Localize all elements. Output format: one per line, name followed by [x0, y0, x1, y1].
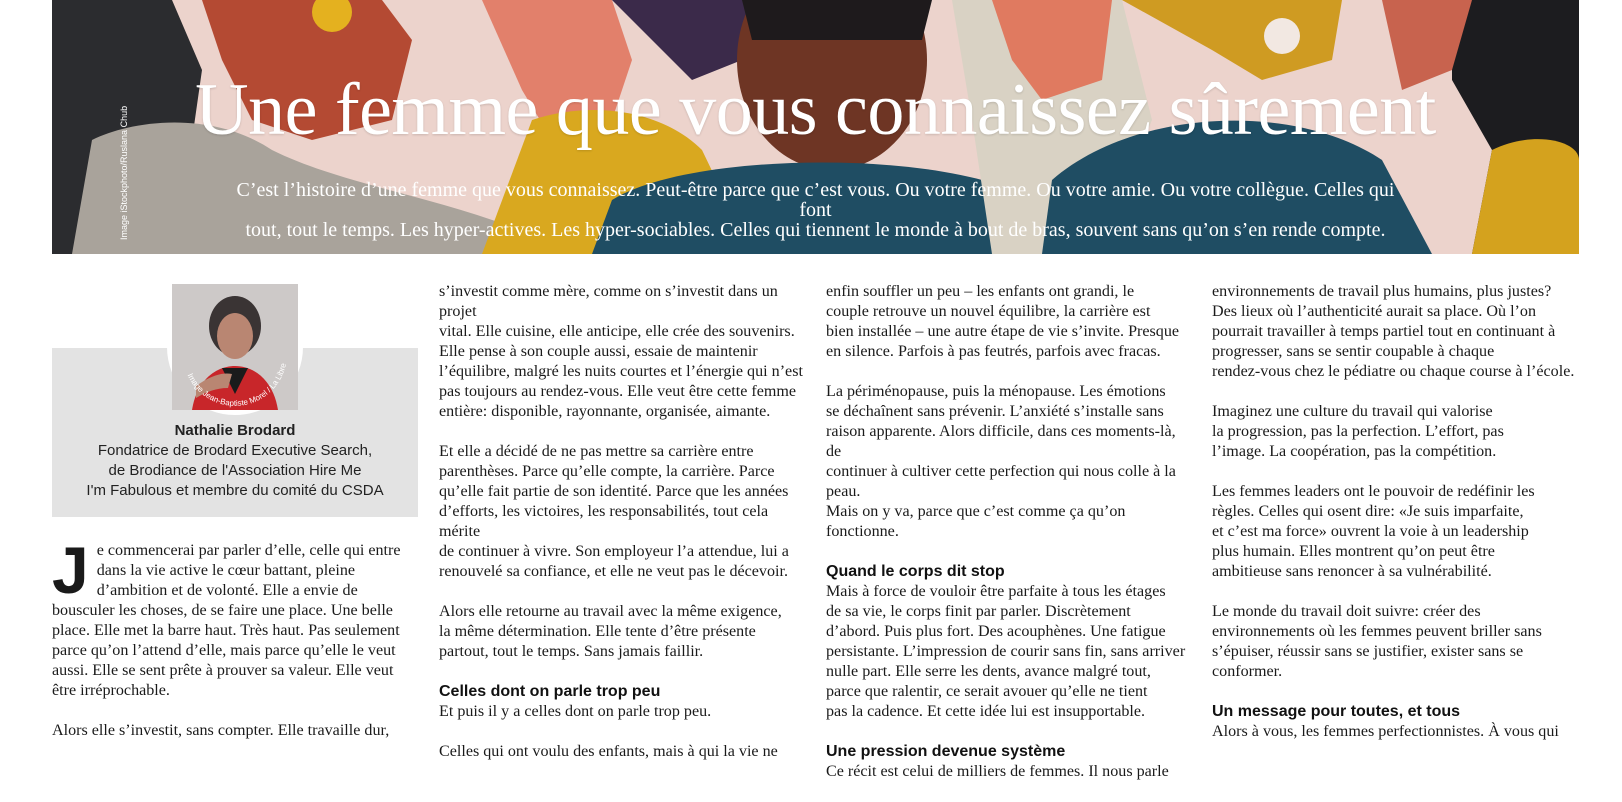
- paragraph: Et puis il y a celles dont on parle trop peu.: [439, 703, 712, 720]
- paragraph: Ce récit est celui de milliers de femmes. Il nous parle: [826, 763, 1169, 780]
- paragraph: Celles qui ont voulu des enfants, mais à qui la vie ne: [439, 743, 778, 760]
- author-portrait: [172, 284, 298, 410]
- article-column-4: [1212, 282, 1582, 762]
- paragraph: Alors elle retourne au travail avec la même exigence, la même détermination. Elle tente d’être présente partout, tout le temps. Sans jamais faillir.: [439, 603, 782, 660]
- paragraph: [52, 533, 418, 701]
- paragraph: Alors elle s’investit, sans compter. Elle travaille dur,: [52, 722, 390, 739]
- paragraph: environnements de travail plus humains, plus justes? Des lieux où l’authenticité aurait sa place. Où l’on pourrait travailler à temps partiel tout en continuant à progresser, sans se sentir coupable à chaque rendez-vous chez le pédiatre ou chaque course à l’école.: [1212, 283, 1575, 380]
- author-role: de Brodiance de l'Association Hire Me: [108, 462, 362, 479]
- author-name: Nathalie Brodard: [174, 422, 296, 439]
- paragraph: s’investit comme mère, comme on s’investit dans un projet vital. Elle cuisine, elle anticipe, elle crée des souvenirs. Elle pense à son couple aussi, essaie de maintenir l’équilibre, malgré les nuits courtes et l’énergie qui n’est pas toujours au rendez-vous. Elle veut être cette femme entière: disponible, rayonnante, organisée, aimante.: [439, 283, 803, 420]
- paragraph: enfin souffler un peu – les enfants ont grandi, le couple retrouve un nouvel équilibre, la carrière est bien installée – une autre étape de vie s’invite. Presque en silence. Parfois à pas feutrés, parfois avec fracas.: [826, 283, 1180, 360]
- author-role: Fondatrice de Brodard Executive Search,: [97, 442, 373, 459]
- hero-intro-line: tout, tout le temps. Les hyper-actives. Les hyper-sociables. Celles qui tiennent le monde à bout de bras, souvent sans qu’on s’en rende compte.: [245, 219, 1386, 241]
- article-column-2: [439, 282, 805, 782]
- article-column-3: [826, 282, 1192, 802]
- article-column-1: [52, 533, 418, 761]
- paragraph-text: e commencerai par parler d’elle, celle qui entre dans la vie active le cœur battant, pleine d’ambition et de volonté. Elle a envie de bousculer les choses, de se faire une place. Une belle place. Elle met la barre haut. Très haut. Pas seulement parce qu’on l’attend d’elle, mais parce qu’elle le veut aussi. Elle se sent prête à prouver sa valeur. Elle veut être irréprochable.: [52, 542, 401, 699]
- drop-cap: J: [52, 533, 89, 607]
- photo-credit: Image Jean-Baptiste Morel / La Libre: [185, 362, 289, 408]
- hero-intro: [222, 180, 1409, 240]
- section-heading: Celles dont on parle trop peu: [439, 683, 661, 700]
- page-title: Une femme que vous connaissez sûrement: [195, 69, 1436, 151]
- paragraph: Imaginez une culture du travail qui valorise la progression, pas la perfection. L’effort, pas l’image. La coopération, pas la compétition.: [1212, 403, 1504, 460]
- author-photo: [167, 279, 303, 415]
- hero-credit-text: Image iStockphoto/Ruslana Chub: [119, 105, 129, 240]
- section-heading: Une pression devenue système: [826, 743, 1066, 760]
- paragraph: Et elle a décidé de ne pas mettre sa carrière entre parenthèses. Parce qu’elle compte, la carrière. Parce qu’elle fait partie de son identité. Parce que les années d’efforts, les victoires, les responsabilités, tout cela mérite de continuer à vivre. Son employeur l’a attendue, lui a renouvelé sa confiance, et elle ne veut pas le décevoir.: [439, 443, 789, 580]
- paragraph: Mais à force de vouloir être parfaite à tous les étages de sa vie, le corps finit par parler. Discrètement d’abord. Puis plus fort. Des acouphènes. Une fatigue persistante. L’impression de courir sans fin, sans arriver nulle part. Elle serre les dents, avance malgré tout, parce que ralentir, ce serait avouer qu’elle ne tient pas la cadence. Et cette idée lui est insupportable.: [826, 583, 1186, 720]
- hero-banner: [52, 0, 1579, 254]
- paragraph: La périménopause, puis la ménopause. Les émotions se déchaînent sans prévenir. L’anxiété s’installe sans raison apparente. Alors difficile, dans ces moments-là, de continuer à cultiver cette perfection qui nous colle à la peau. Mais on y va, parce que c’est comme ça qu’on fonctionne.: [826, 383, 1176, 540]
- section-heading: Quand le corps dit stop: [826, 563, 1005, 580]
- author-role: I'm Fabulous et membre du comité du CSDA: [86, 482, 384, 499]
- hero-intro-line: C’est l’histoire d’une femme que vous connaissez. Peut-être parce que c’est vous. Ou votre femme. Ou votre amie. Ou votre collègue. Celles qui font: [236, 179, 1395, 221]
- author-info: [52, 421, 418, 501]
- paragraph: Le monde du travail doit suivre: créer des environnements où les femmes peuvent briller sans s’épuiser, réussir sans se justifier, exister sans se conformer.: [1212, 603, 1542, 680]
- paragraph: Alors à vous, les femmes perfectionnistes. À vous qui: [1212, 723, 1559, 740]
- section-heading: Un message pour toutes, et tous: [1212, 703, 1461, 720]
- paragraph: Les femmes leaders ont le pouvoir de redéfinir les règles. Celles qui osent dire: «Je suis imparfaite, et c’est ma force» ouvrent la voie à un leadership plus humain. Elles montrent qu’on peut être ambitieuse sans renoncer à sa vulnérabilité.: [1212, 483, 1535, 580]
